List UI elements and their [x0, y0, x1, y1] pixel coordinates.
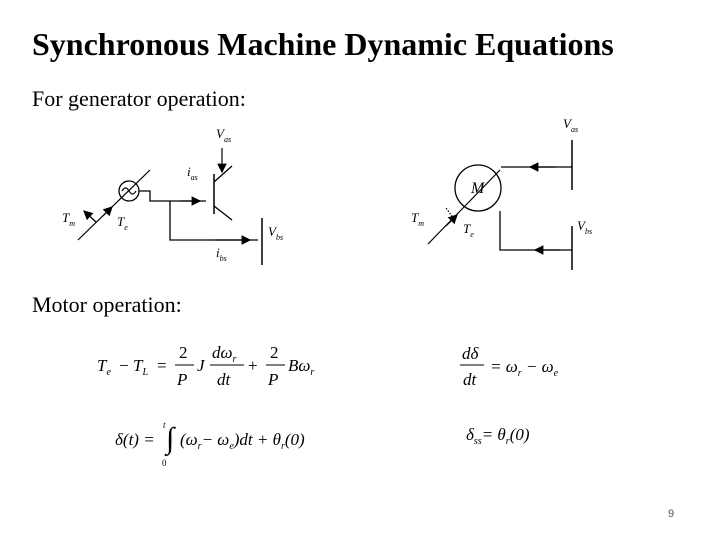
svg-text:∫: ∫ — [166, 422, 175, 455]
generator-phase-a-wire — [139, 191, 206, 201]
motor-phase-b-wire — [500, 211, 572, 250]
equation-delta-integral — [115, 420, 305, 468]
svg-text:dδ: dδ — [462, 344, 479, 363]
motor-vas-label: $V_{as}$ — [563, 116, 579, 134]
motor-diagram — [411, 116, 592, 270]
slide-title: Synchronous Machine Dynamic Equations — [32, 26, 614, 62]
svg-text:J: J — [197, 356, 205, 375]
generator-torque-line — [78, 170, 150, 240]
gen-ias-label: $i_{as}$ — [187, 164, 198, 182]
generator-bus-line-down — [214, 206, 232, 220]
motor-tm-arrow — [446, 208, 454, 219]
svg-text:2: 2 — [179, 343, 188, 362]
equation-delta-derivative — [460, 344, 559, 389]
gen-vas-label: $V_{as}$ — [216, 126, 232, 144]
svg-text:=: = — [157, 356, 167, 375]
motor-tm-label: $T_m$ — [411, 210, 425, 228]
generator-operation-label: For generator operation: — [32, 86, 246, 111]
svg-text:t: t — [163, 420, 166, 430]
svg-text:δ(t) =: δ(t) = — [115, 430, 155, 449]
svg-text:+: + — [248, 356, 258, 375]
svg-text:TL: $T_L$ — [133, 356, 149, 378]
svg-text:δss= θr(0): $\delta_{ss}= \theta_r(0)$ — [466, 425, 530, 447]
generator-bus-line-up — [214, 166, 232, 182]
generator-tm-arrow — [84, 211, 96, 222]
motor-vbs-label: $V_{bs}$ — [577, 218, 593, 236]
gen-ibs-label: $i_{bs}$ — [216, 245, 227, 263]
svg-text:dt: dt — [217, 370, 231, 389]
generator-te-arrow — [103, 207, 112, 216]
motor-m-label: M — [471, 180, 485, 197]
gen-tm-label: $T_m$ — [62, 210, 76, 228]
svg-text:Bωr: $B\omega_r$ — [288, 356, 315, 378]
motor-operation-label: Motor operation: — [32, 292, 182, 317]
motor-te-arrow — [446, 215, 457, 226]
gen-te-label: $T_e$ — [117, 214, 128, 232]
svg-text:P: P — [177, 370, 188, 389]
page-number: 9 — [668, 508, 675, 520]
svg-text:dt: dt — [463, 370, 477, 389]
motor-te-label: $T_e$ — [463, 221, 474, 239]
svg-text:Te: $T_e$ — [97, 356, 111, 378]
svg-text:dωr: $d\omega_r$ — [212, 343, 237, 365]
svg-text:= ωr − ωe: = $\omega_r - \omega_e$ — [490, 357, 559, 379]
equation-torque-balance — [97, 343, 314, 389]
equation-delta-steady-state — [466, 425, 530, 447]
generator-diagram — [62, 126, 283, 265]
svg-text:2: 2 — [270, 343, 279, 362]
svg-text:−: − — [119, 356, 129, 375]
svg-text:P: P — [268, 370, 279, 389]
svg-text:0: 0 — [162, 458, 167, 468]
gen-vbs-label: $V_{bs}$ — [268, 224, 284, 242]
svg-text:(ωr− ωe)dt + θr(0): $(\omega_r- \omega_e)dt + \theta_r(0)$ — [180, 430, 305, 452]
